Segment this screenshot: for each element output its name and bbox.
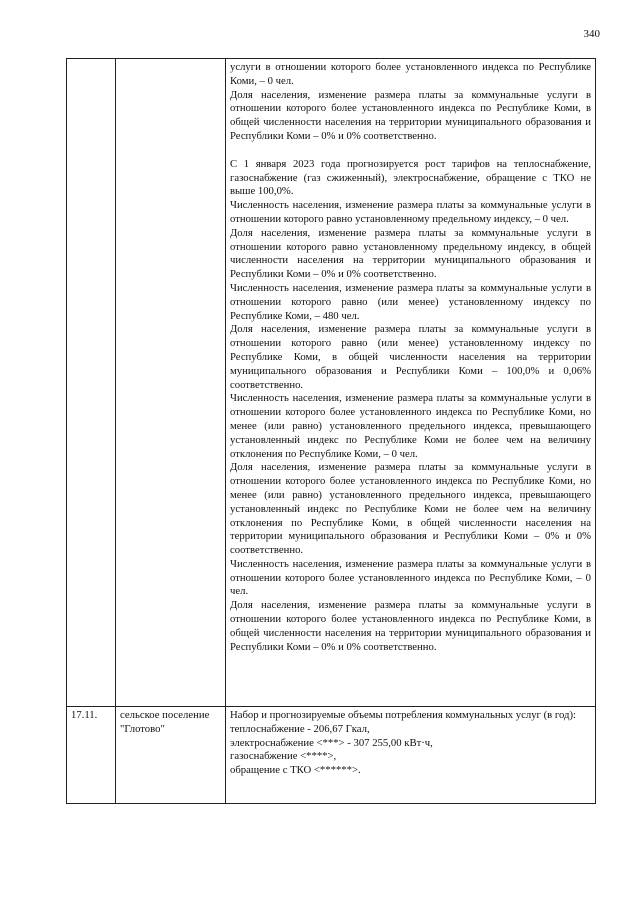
consumption-line: электроснабжение <***> - 307 255,00 кВт·ч, — [230, 736, 433, 749]
settlement-name-cell: сельское поселение "Глотово" — [116, 707, 226, 804]
document-table — [66, 58, 596, 804]
row-number-cell — [67, 59, 116, 707]
paragraph: Доля населения, изменение размера платы за коммунальные услуги в отношении которого более установленного индекса по Республике Коми, но менее (или равно) установленного предельного индекса, превышающего установленный индекс по Республике Коми не более чем на величину отклонения по Республике Коми, в общей численности населения на территории муниципального образования и Республики Коми – 0% и 0% соответственно. — [230, 461, 591, 557]
settlement-name-cell — [116, 59, 226, 707]
consumption-line: теплоснабжение - 206,67 Гкал, — [230, 722, 370, 735]
paragraph: Доля населения, изменение размера платы за коммунальные услуги в отношении которого более установленного индекса по Республике Коми, в общей численности населения на территории муниципального образования и Республики Коми – 0% и 0% соответственно. — [230, 88, 591, 142]
page-number: 340 — [583, 28, 600, 40]
description-cell — [226, 707, 596, 804]
paragraph: Доля населения, изменение размера платы за коммунальные услуги в отношении которого равно установленному предельному индексу, в общей численности населения на территории муниципального образования и Республики Коми – 0% и 0% соответственно. — [230, 226, 591, 281]
consumption-line: обращение с ТКО <******>. — [230, 764, 361, 777]
paragraph: С 1 января 2023 года прогнозируется рост тарифов на теплоснабжение, газоснабжение (газ сжиженный), электроснабжение, обращение с ТКО не выше 100,0%. — [230, 157, 591, 198]
paragraph: Численность населения, изменение размера платы за коммунальные услуги в отношении которого более установленного индекса по Республике Коми, – 0 чел. — [230, 557, 591, 598]
paragraph: Доля населения, изменение размера платы за коммунальные услуги в отношении которого равно (или менее) установленному индексу по Республике Коми, в общей численности населения на территории муниципального образования и Республики Коми – 100,0% и 0,06% соответственно. — [230, 323, 591, 391]
table-row — [67, 707, 596, 804]
description-cell — [226, 59, 596, 707]
paragraph: услуги в отношении которого более установленного индекса по Республике Коми, – 0 чел. — [230, 61, 591, 87]
table-row — [67, 59, 596, 707]
consumption-heading: Набор и прогнозируемые объемы потребления коммунальных услуг (в год): — [230, 709, 576, 721]
paragraph: Численность населения, изменение размера платы за коммунальные услуги в отношении которого равно установленному предельному индексу, – 0 чел. — [230, 199, 591, 225]
consumption-line: газоснабжение <****>, — [230, 750, 337, 763]
paragraph: Численность населения, изменение размера платы за коммунальные услуги в отношении которого равно (или менее) установленному индексу по Республике Коми, – 480 чел. — [230, 281, 591, 322]
paragraph: Доля населения, изменение размера платы за коммунальные услуги в отношении которого более установленного индекса по Республике Коми, в общей численности населения на территории муниципального образования и Республики Коми – 0% и 0% соответственно. — [230, 599, 591, 653]
paragraph: Численность населения, изменение размера платы за коммунальные услуги в отношении которого более установленного индекса по Республике Коми, но менее (или равно) установленного предельного индекса, превышающего установленный индекс по Республике Коми не более чем на величину отклонения по Республике Коми, – 0 чел. — [230, 392, 591, 460]
row-number-cell: 17.11. — [67, 707, 116, 804]
